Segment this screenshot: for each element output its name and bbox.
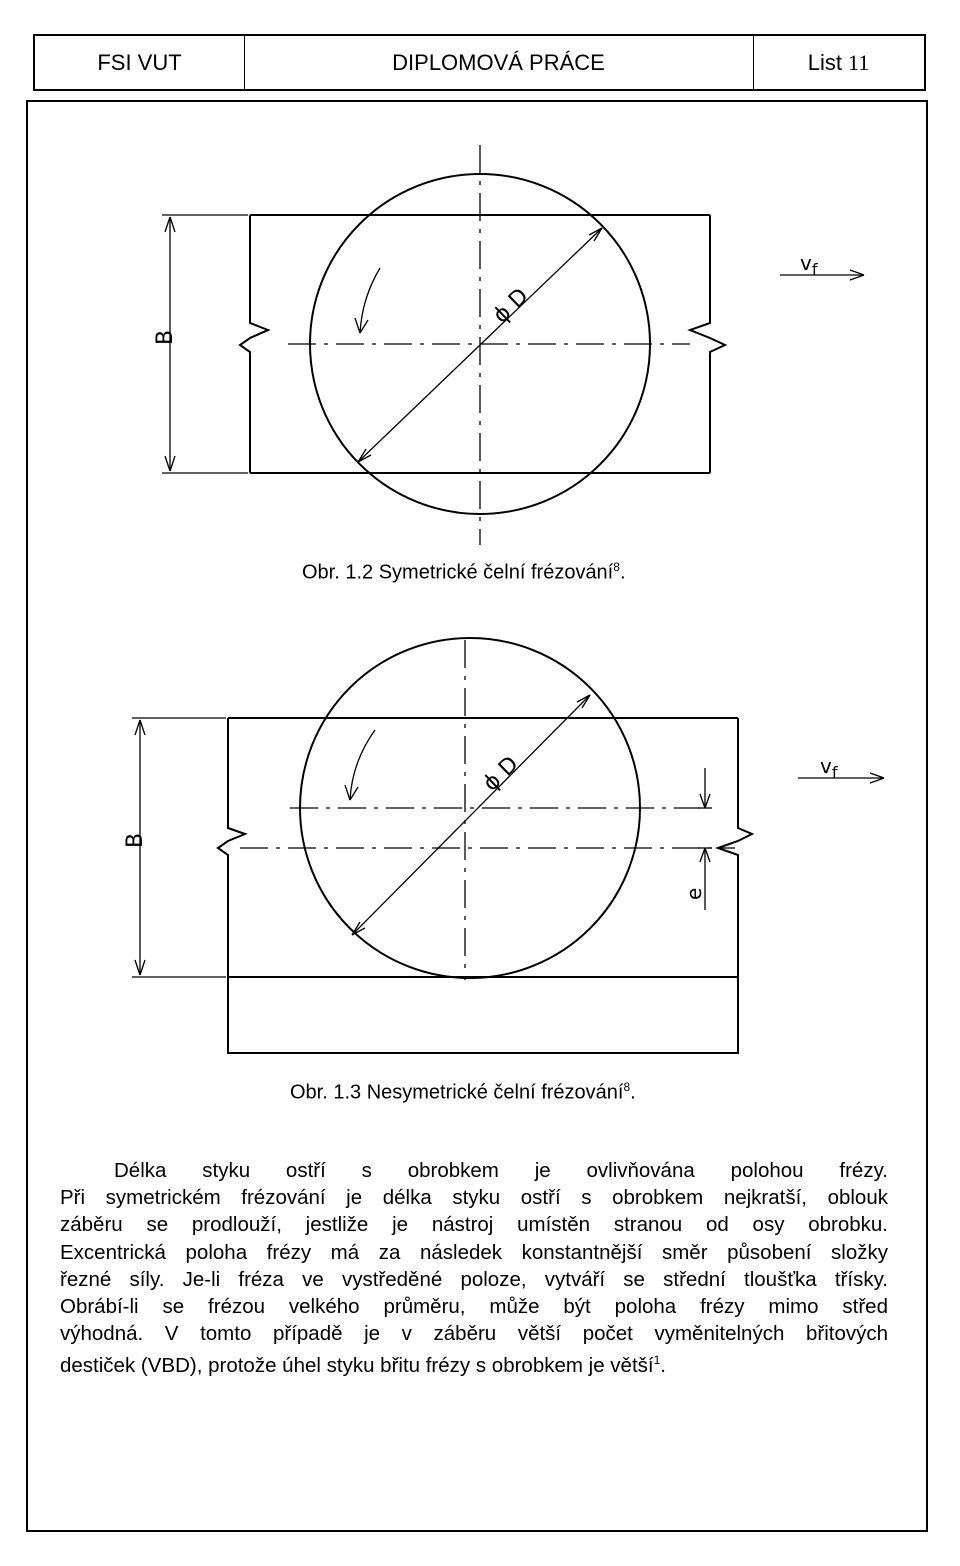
body-line: Délka styku ostří s obrobkem je ovlivňována polohou frézy.: [114, 1159, 888, 1182]
body-line: Při symetrickém frézování je délka styku ostří s obrobkem nejkratší, oblouk: [60, 1186, 888, 1210]
feed-label-2: $v_f$: [820, 754, 838, 782]
header-sheet-number: 11: [848, 50, 870, 75]
feed-label: $v_f$: [800, 251, 818, 279]
header-sheet-label: List: [807, 50, 843, 75]
figure1-caption: Obr. 1.2 Symetrické čelní frézování$^8$.: [302, 560, 626, 584]
body-paragraph: [60, 1157, 888, 1379]
header-title: DIPLOMOVÁ PRÁCE: [244, 36, 754, 89]
rotation-arrow: [360, 268, 380, 333]
body-ref: 1: [653, 1353, 661, 1368]
body-line: záběru se prodlouží, jestliže je nástroj umístěn stranou od osy obrobku.: [60, 1213, 888, 1237]
dim-b-label: B: [153, 329, 178, 345]
diameter-label: ϕ D: [488, 283, 534, 329]
diameter-label-2: ϕ D: [478, 751, 524, 797]
body-line: řezné síly. Je-li fréza ve vystředěné poloze, vytváří se střední tloušťka třísky.: [60, 1267, 888, 1291]
workpiece-left-break: [240, 215, 268, 473]
figure2-caption: Obr. 1.3 Nesymetrické čelní frézování$^8$.: [290, 1080, 636, 1104]
dim-e-label: e: [682, 887, 706, 900]
figure2-caption-ref: 8: [623, 1080, 631, 1094]
workpiece-right-break: [690, 215, 725, 473]
dim-b-label-2: B: [123, 832, 148, 848]
rotation-arrow-2: [350, 730, 375, 800]
workpiece-outline-2: [218, 718, 752, 1053]
body-line: Obrábí-li se frézou velkého průměru, může být poloha frézy mimo střed: [60, 1295, 888, 1319]
body-line: Excentrická poloha frézy má za následek konstantnější směr působení složky: [60, 1240, 888, 1264]
figure1-caption-ref: 8: [613, 560, 620, 574]
body-line: výhodná. V tomto případě je v záběru větší počet vyměnitelných břitových: [60, 1322, 888, 1346]
body-line-last: destiček (VBD), protože úhel styku břitu frézy s obrobkem je větší$^1$.: [60, 1353, 666, 1378]
header-school: FSI VUT: [35, 36, 245, 89]
diameter-line-2: [352, 695, 590, 935]
figure-asymmetric-milling: [0, 600, 960, 1080]
figure-symmetric-milling: [0, 0, 960, 600]
